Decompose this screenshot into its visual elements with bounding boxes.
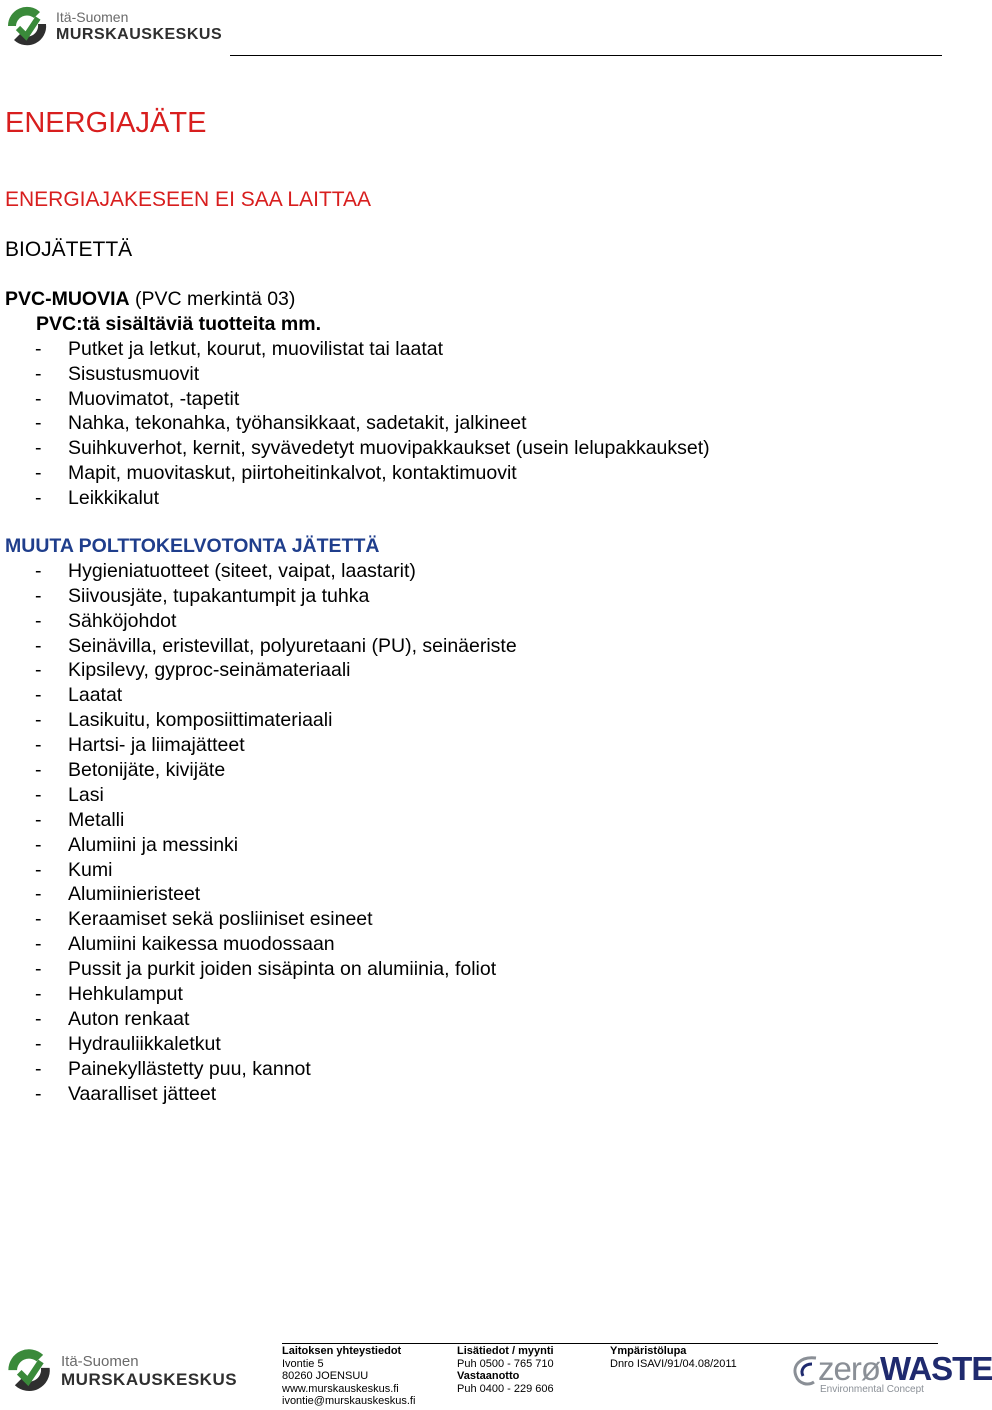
list-item bbox=[5, 858, 945, 883]
list-item-text: Siivousjäte, tupakantumpit ja tuhka bbox=[68, 584, 370, 607]
zerowaste-tagline: Environmental Concept bbox=[820, 1384, 924, 1395]
list-bullet: - bbox=[35, 958, 42, 981]
list-bullet: - bbox=[35, 437, 42, 460]
list-item bbox=[5, 808, 945, 833]
list-item-text: Hydrauliikkaletkut bbox=[68, 1032, 221, 1055]
list-bullet: - bbox=[35, 684, 42, 707]
other-section bbox=[5, 534, 945, 1106]
list-bullet: - bbox=[35, 1032, 42, 1055]
pvc-heading-note: (PVC merkintä 03) bbox=[129, 288, 296, 310]
list-item-text: Hehkulamput bbox=[68, 983, 183, 1006]
list-item-text: Lasikuitu, komposiittimateriaali bbox=[68, 709, 333, 732]
list-bullet: - bbox=[35, 487, 42, 510]
recycle-logo-icon bbox=[4, 4, 50, 46]
list-item bbox=[5, 907, 945, 932]
list-bullet: - bbox=[35, 734, 42, 757]
list-item bbox=[5, 634, 945, 659]
list-item bbox=[5, 337, 945, 362]
list-bullet: - bbox=[35, 1007, 42, 1030]
list-item bbox=[5, 683, 945, 708]
list-item-text: Betonijäte, kivijäte bbox=[68, 759, 226, 782]
list-bullet: - bbox=[35, 808, 42, 831]
list-item bbox=[5, 982, 945, 1007]
list-item-text: Muovimatot, -tapetit bbox=[68, 387, 240, 410]
list-bullet: - bbox=[35, 933, 42, 956]
list-item bbox=[5, 411, 945, 436]
list-bullet: - bbox=[35, 833, 42, 856]
pvc-section bbox=[5, 287, 945, 511]
list-bullet: - bbox=[35, 1082, 42, 1105]
list-item bbox=[5, 833, 945, 858]
list-item-text: Lasi bbox=[68, 783, 104, 806]
list-item-text: Kipsilevy, gyproc-seinämateriaali bbox=[68, 659, 351, 682]
list-item-text: Putket ja letkut, kourut, muovilistat tai laatat bbox=[68, 337, 444, 360]
list-item-text: Pussit ja purkit joiden sisäpinta on alumiinia, foliot bbox=[68, 958, 497, 981]
recycle-logo-icon bbox=[4, 1346, 54, 1392]
list-item bbox=[5, 733, 945, 758]
info-reception-heading: Vastaanotto bbox=[457, 1370, 520, 1383]
pvc-subheading: PVC:tä sisältäviä tuotteita mm. bbox=[36, 312, 321, 335]
list-bullet: - bbox=[35, 883, 42, 906]
list-item-text: Suihkuverhot, kernit, syvävedetyt muovipakkaukset (usein lelupakkaukset) bbox=[68, 437, 710, 460]
logo-text-region: Itä-Suomen bbox=[56, 9, 129, 25]
zerowaste-logo bbox=[790, 1350, 992, 1398]
list-bullet: - bbox=[35, 1057, 42, 1080]
list-bullet: - bbox=[35, 783, 42, 806]
list-item-text: Keraamiset sekä posliiniset esineet bbox=[68, 908, 373, 931]
list-bullet: - bbox=[35, 858, 42, 881]
pvc-heading bbox=[5, 287, 945, 312]
list-item-text: Hygieniatuotteet (siteet, vaipat, laastarit) bbox=[68, 559, 416, 582]
list-item-text: Metalli bbox=[68, 808, 125, 831]
list-bullet: - bbox=[35, 584, 42, 607]
list-item-text: Laatat bbox=[68, 684, 123, 707]
info-reception-phone: Puh 0400 - 229 606 bbox=[457, 1382, 554, 1395]
footer-permit bbox=[610, 1345, 737, 1370]
list-bullet: - bbox=[35, 412, 42, 435]
info-heading: Lisätiedot / myynti bbox=[457, 1345, 554, 1357]
list-item bbox=[5, 387, 945, 412]
list-item-text: Painekyllästetty puu, kannot bbox=[68, 1057, 311, 1080]
pvc-heading-bold: PVC-MUOVIA bbox=[5, 288, 130, 310]
zerowaste-wordmark-waste: WASTE bbox=[880, 1350, 992, 1387]
list-item bbox=[5, 486, 945, 511]
list-item-text: Mapit, muovitaskut, piirtoheitinkalvot, kontaktimuovit bbox=[68, 462, 517, 485]
list-item-text: Auton renkaat bbox=[68, 1007, 190, 1030]
list-item-text: Alumiinieristeet bbox=[68, 883, 201, 906]
list-item bbox=[5, 1057, 945, 1082]
list-bullet: - bbox=[35, 634, 42, 657]
list-bullet: - bbox=[35, 659, 42, 682]
list-item-text: Hartsi- ja liimajätteet bbox=[68, 734, 245, 757]
list-bullet: - bbox=[35, 337, 42, 360]
footer-logo-text-region: Itä-Suomen bbox=[61, 1353, 139, 1370]
footer-divider bbox=[282, 1343, 938, 1344]
list-item bbox=[5, 436, 945, 461]
list-item bbox=[5, 783, 945, 808]
contact-heading: Laitoksen yhteystiedot bbox=[282, 1345, 402, 1357]
info-sales-phone: Puh 0500 - 765 710 bbox=[457, 1357, 554, 1370]
list-item-text: Leikkikalut bbox=[68, 487, 160, 510]
other-heading: MUUTA POLTTOKELVOTONTA JÄTETTÄ bbox=[5, 535, 380, 557]
contact-address: Ivontie 5 bbox=[282, 1357, 324, 1370]
list-item-text: Vaaralliset jätteet bbox=[68, 1082, 217, 1105]
list-bullet: - bbox=[35, 709, 42, 732]
footer-info bbox=[457, 1345, 554, 1395]
list-item bbox=[5, 1007, 945, 1032]
list-bullet: - bbox=[35, 609, 42, 632]
list-item-text: Sisustusmuovit bbox=[68, 362, 200, 385]
contact-email-link[interactable]: ivontie@murskauskeskus.fi bbox=[282, 1395, 416, 1408]
list-item bbox=[5, 658, 945, 683]
footer-logo-text-company: MURSKAUSKESKUS bbox=[61, 1370, 238, 1389]
zerowaste-wordmark bbox=[818, 1352, 992, 1386]
pvc-list bbox=[5, 337, 945, 511]
list-item bbox=[5, 559, 945, 584]
list-item-text: Alumiini kaikessa muodossaan bbox=[68, 933, 335, 956]
list-item bbox=[5, 1082, 945, 1107]
list-item-text: Alumiini ja messinki bbox=[68, 833, 239, 856]
restriction-heading: ENERGIAJAKESEEN EI SAA LAITTAA bbox=[5, 188, 372, 211]
list-bullet: - bbox=[35, 462, 42, 485]
header-logo bbox=[4, 4, 224, 46]
list-bullet: - bbox=[35, 908, 42, 931]
permit-heading: Ympäristölupa bbox=[610, 1345, 687, 1357]
zerowaste-swirl-icon bbox=[790, 1352, 820, 1392]
list-item bbox=[5, 584, 945, 609]
page-title: ENERGIAJÄTE bbox=[5, 107, 207, 139]
list-bullet: - bbox=[35, 983, 42, 1006]
list-bullet: - bbox=[35, 759, 42, 782]
contact-postcode: 80260 JOENSUU bbox=[282, 1370, 369, 1383]
other-list bbox=[5, 559, 945, 1107]
list-bullet: - bbox=[35, 559, 42, 582]
list-item bbox=[5, 882, 945, 907]
list-item-text: Nahka, tekonahka, työhansikkaat, sadetakit, jalkineet bbox=[68, 412, 527, 435]
list-item bbox=[5, 1032, 945, 1057]
list-item-text: Kumi bbox=[68, 858, 113, 881]
header-divider bbox=[230, 55, 942, 56]
list-item bbox=[5, 461, 945, 486]
list-item bbox=[5, 708, 945, 733]
permit-number: Dnro ISAVI/91/04.08/2011 bbox=[610, 1357, 737, 1370]
list-item bbox=[5, 932, 945, 957]
list-item-text: Sähköjohdot bbox=[68, 609, 177, 632]
list-item bbox=[5, 609, 945, 634]
contact-website-link[interactable]: www.murskauskeskus.fi bbox=[282, 1382, 399, 1395]
list-item bbox=[5, 758, 945, 783]
list-item bbox=[5, 362, 945, 387]
logo-text-company: MURSKAUSKESKUS bbox=[56, 26, 223, 43]
list-bullet: - bbox=[35, 387, 42, 410]
list-item-text: Seinävilla, eristevillat, polyuretaani (PU), seinäeriste bbox=[68, 634, 517, 657]
footer-contact bbox=[282, 1345, 415, 1408]
bio-heading: BIOJÄTETTÄ bbox=[5, 238, 133, 261]
list-item bbox=[5, 957, 945, 982]
footer-logo bbox=[4, 1346, 238, 1392]
list-bullet: - bbox=[35, 362, 42, 385]
zerowaste-wordmark-zero: zerø bbox=[818, 1350, 880, 1387]
